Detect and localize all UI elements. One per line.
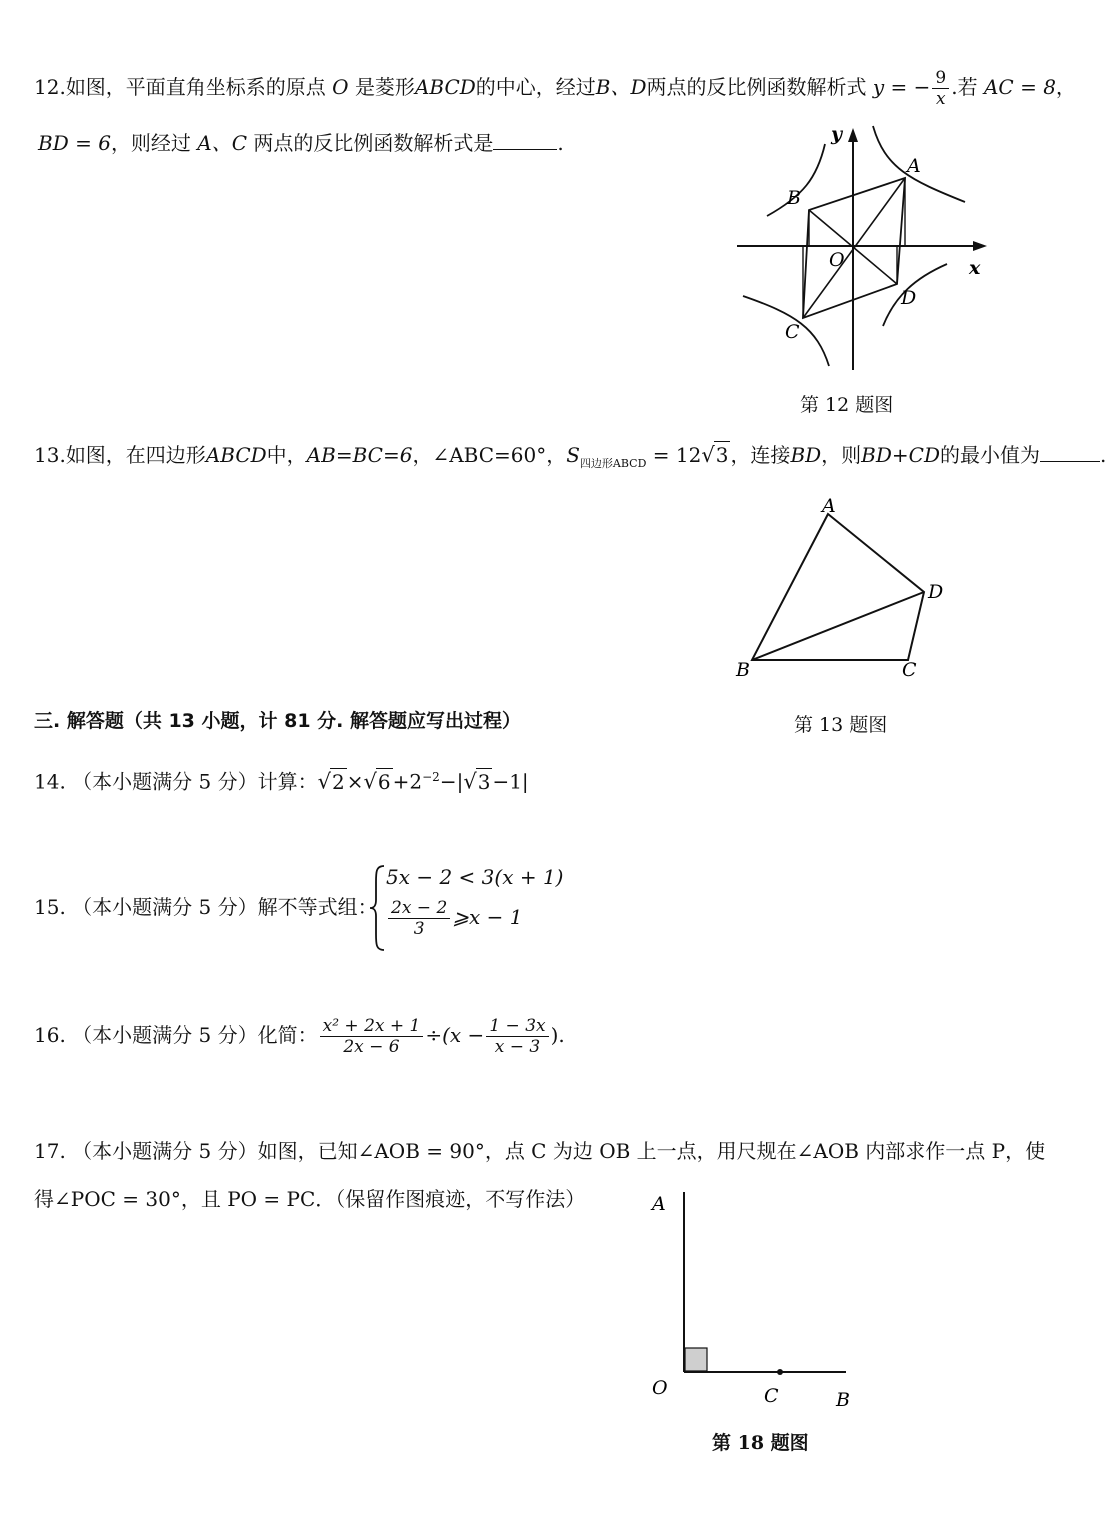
label-a: A — [907, 155, 921, 177]
q12-text: 如图，平面直角坐标系的原点 — [65, 75, 326, 99]
q14-minus: −| — [439, 769, 464, 794]
q12-rhombus-name: ABCD — [414, 75, 476, 99]
y-axis-arrow-icon — [848, 128, 858, 142]
q12-bd-value: BD = 6 — [38, 131, 111, 155]
q12-text: 的中心，经过 — [475, 75, 596, 99]
system-brace-icon — [368, 862, 388, 954]
q14-radicand-2: 2 — [332, 769, 345, 794]
q14-number: 14. — [34, 769, 66, 794]
q12-period: . — [557, 131, 564, 155]
q14-radicand-6: 6 — [377, 769, 391, 794]
q14-radicand-3: 3 — [477, 769, 491, 794]
q16-fraction-1 — [320, 1016, 424, 1057]
q16-line — [34, 1016, 565, 1057]
label-c: C — [785, 321, 800, 343]
q15-fraction — [388, 898, 450, 939]
sqrt-icon: √ — [701, 443, 715, 467]
fraction-numerator: 2x − 2 — [388, 898, 450, 919]
q12-caption: 第 12 题图 — [800, 394, 894, 416]
sqrt-icon: √ — [363, 769, 377, 794]
q14-plus: +2 — [392, 769, 423, 794]
label-x: x — [969, 257, 981, 279]
q13-side-lengths: AB=BC=6 — [306, 443, 413, 467]
label-c: C — [764, 1385, 779, 1407]
q17-caption: 第 18 题图 — [712, 1432, 809, 1454]
q12-function-lhs: y = − — [872, 75, 931, 99]
label-y: y — [831, 123, 843, 145]
q15-inequality-2-rhs: ⩾x − 1 — [452, 905, 523, 929]
q12-text: .若 — [951, 75, 978, 99]
label-c: C — [902, 659, 917, 681]
fraction-numerator: 1 − 3x — [486, 1016, 548, 1037]
q17-line2: 得∠POC = 30°，且 PO = PC．（保留作图痕迹，不写作法） — [34, 1187, 586, 1211]
label-b: B — [836, 1389, 850, 1411]
q12-figure — [725, 118, 995, 378]
label-a: A — [652, 1193, 666, 1215]
label-o: O — [829, 249, 845, 271]
q13-quad-name: ABCD — [205, 443, 267, 467]
sqrt-icon: √ — [317, 769, 332, 794]
q14-score: （本小题满分 5 分）计算： — [72, 769, 318, 794]
q16-divide: ÷(x − — [425, 1023, 485, 1047]
label-a: A — [822, 495, 836, 517]
sqrt-icon: √ — [463, 769, 477, 794]
q12-line2 — [38, 130, 564, 156]
q13-line — [34, 441, 1106, 477]
q15-inequality-2 — [386, 898, 523, 939]
q15-score: （本小题满分 5 分）解不等式组： — [72, 895, 378, 919]
q17-number: 17. — [34, 1139, 66, 1163]
quadrilateral-abcd — [752, 514, 924, 660]
q14-tail: −1| — [492, 769, 529, 794]
q12-line1 — [34, 68, 1076, 109]
q13-radicand: 3 — [715, 443, 729, 467]
q13-text: ，连接 — [730, 443, 791, 467]
q12-origin-label: O — [332, 75, 349, 99]
q13-segment-bd: BD — [790, 443, 822, 467]
q13-area-subscript: 四边形ABCD — [579, 457, 647, 470]
q13-text: 如图，在四边形 — [65, 443, 206, 467]
fraction-denominator: x — [936, 89, 946, 109]
q13-text: 的最小值为 — [940, 443, 1040, 467]
fraction-denominator: 2x − 6 — [343, 1037, 400, 1057]
q13-area-symbol: S — [566, 443, 580, 467]
q16-score: （本小题满分 5 分）化简： — [72, 1023, 318, 1047]
q16-tail: ). — [550, 1023, 565, 1047]
x-axis-arrow-icon — [973, 241, 987, 251]
q12-points-ac: A、C — [197, 131, 248, 155]
q13-sum-expr: BD+CD — [861, 443, 940, 467]
label-d: D — [928, 581, 944, 603]
fraction-denominator: 3 — [413, 919, 425, 939]
fraction-denominator: x − 3 — [494, 1037, 541, 1057]
q15-number: 15. — [34, 895, 66, 919]
q16-number: 16. — [34, 1023, 66, 1047]
label-o: O — [652, 1377, 668, 1399]
q12-text: 是菱形 — [354, 75, 415, 99]
q12-text: 两点的反比例函数解析式 — [646, 75, 867, 99]
q15-inequality-1: 5x − 2 < 3(x + 1) — [386, 865, 564, 889]
fraction-numerator: 9 — [932, 68, 949, 89]
label-b: B — [787, 187, 801, 209]
q12-answer-blank[interactable] — [493, 131, 557, 150]
q12-number: 12. — [34, 75, 66, 99]
fraction-numerator: x² + 2x + 1 — [320, 1016, 424, 1037]
q12-text: ，则经过 — [110, 131, 191, 155]
label-b: B — [736, 659, 750, 681]
q16-fraction-2 — [486, 1016, 548, 1057]
label-d: D — [901, 287, 917, 309]
q12-text: 两点的反比例函数解析式是 — [253, 131, 494, 155]
q12-function-fraction — [932, 68, 949, 109]
q13-area-value: = 12 — [646, 443, 702, 467]
q14-line — [34, 764, 529, 795]
q15-line — [34, 894, 378, 920]
point-c-dot — [777, 1369, 783, 1375]
q17-line1 — [34, 1138, 1045, 1164]
q13-text: 中， — [266, 443, 307, 467]
q17-figure — [640, 1180, 870, 1418]
q13-number: 13. — [34, 443, 66, 467]
q12-points-bd: B、D — [595, 75, 647, 99]
q14-times: × — [346, 769, 364, 794]
q13-figure — [730, 492, 960, 684]
q12-comma: ， — [1055, 75, 1076, 99]
q17-text: （本小题满分 5 分）如图，已知∠AOB = 90°，点 C 为边 OB 上一点，用尺规在∠AOB 内部求作一点 P，使 — [72, 1139, 1046, 1163]
right-angle-mark — [685, 1348, 707, 1371]
q12-ac-value: AC = 8 — [983, 75, 1056, 99]
q13-period: . — [1100, 443, 1106, 467]
q13-text: ，则 — [821, 443, 862, 467]
q13-answer-blank[interactable] — [1040, 443, 1100, 462]
q13-angle: ，∠ABC=60°， — [412, 443, 567, 467]
q13-caption: 第 13 题图 — [794, 714, 888, 736]
segment-bd — [752, 592, 924, 660]
q14-exponent: −2 — [422, 770, 440, 784]
section-heading: 三. 解答题（共 13 小题，计 81 分. 解答题应写出过程） — [34, 710, 522, 732]
